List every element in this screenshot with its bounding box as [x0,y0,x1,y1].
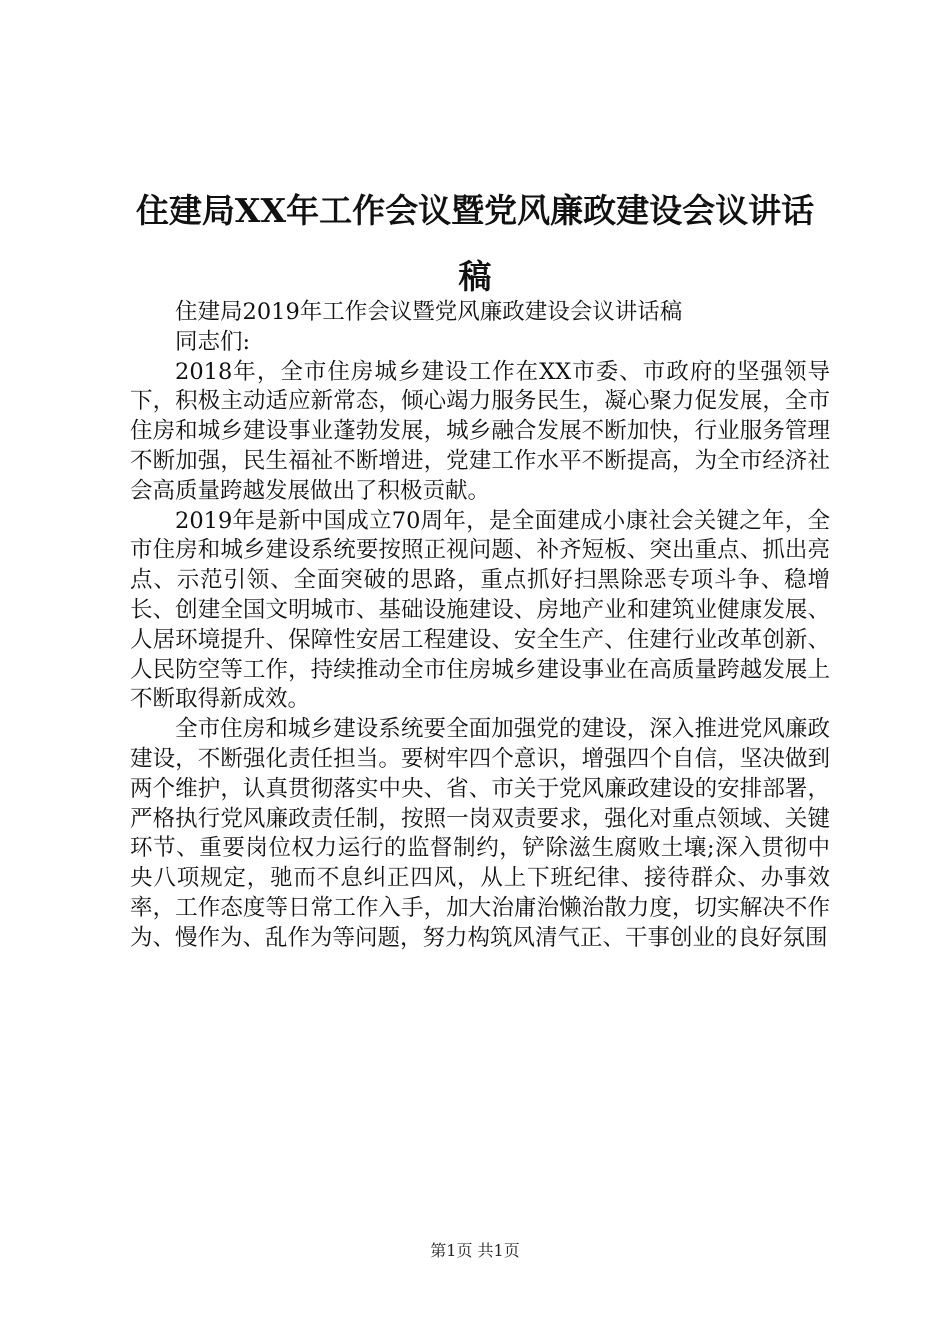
document-body [130,298,830,954]
paragraph-3: 全市住房和城乡建设系统要全面加强党的建设，深入推进党风廉政建设，不断强化责任担当。要树牢四个意识，增强四个自信，坚决做到两个维护，认真贯彻落实中央、省、市关于党风廉政建设的安排部署，严格执行党风廉政责任制，按照一岗双责要求，强化对重点领域、关键环节、重要岗位权力运行的监督制约，铲除滋生腐败土壤;深入贯彻中央八项规定，驰而不息纠正四风，从上下班纪律、接待群众、办事效率，工作态度等日常工作入手，加大治庸治懒治散力度，切实解决不作为、慢作为、乱作为等问题，努力构筑风清气正、干事创业的良好氛围 [130,716,830,951]
document-title: 住建局XX年工作会议暨党风廉政建设会议讲话稿 [135,191,815,296]
paragraph-2: 2019年是新中国成立70周年，是全面建成小康社会关键之年，全市住房和城乡建设系统要按照正视问题、补齐短板、突出重点、抓出亮点、示范引领、全面突破的思路，重点抓好扫黑除恶专项斗争、稳增长、创建全国文明城市、基础设施建设、房地产业和建筑业健康发展、人居环境提升、保障性安居工程建设、安全生产、住建行业改革创新、人民防空等工作，持续推动全市住房城乡建设事业在高质量跨越发展上不断取得新成效。 [130,507,830,713]
page-footer: 第1页 共1页 [430,1241,520,1260]
salutation: 同志们: [175,328,251,355]
document-subtitle: 住建局2019年工作会议暨党风廉政建设会议讲话稿 [175,299,683,325]
paragraph-1: 2018年，全市住房城乡建设工作在XX市委、市政府的坚强领导下，积极主动适应新常态，倾心竭力服务民生，凝心聚力促发展，全市住房和城乡建设事业蓬勃发展，城乡融合发展不断加快，行业服务管理不断加强，民生福祉不断增进，党建工作水平不断提高，为全市经济社会高质量跨越发展做出了积极贡献。 [130,358,830,504]
